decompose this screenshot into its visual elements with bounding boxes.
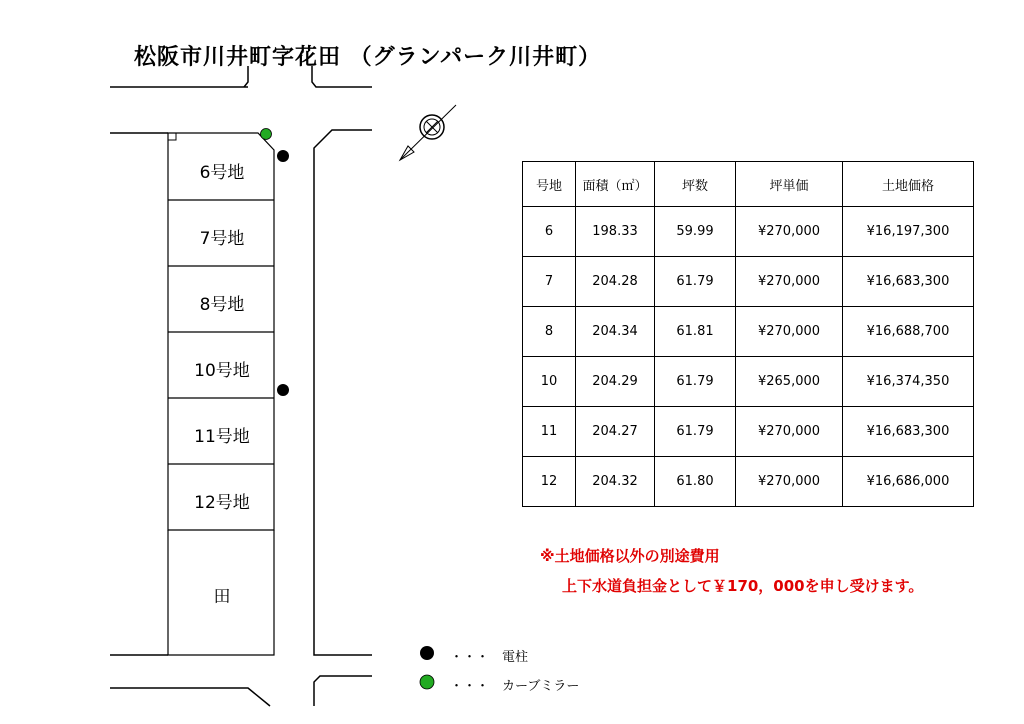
- cell-tsubo: 61.81: [655, 307, 736, 357]
- cell-area: 204.32: [576, 457, 655, 507]
- lot-label-6: 6号地: [199, 163, 245, 183]
- cell-tsubo: 61.79: [655, 357, 736, 407]
- cell-tsubo: 61.80: [655, 457, 736, 507]
- cell-unit-price: ¥270,000: [736, 207, 843, 257]
- cell-land-price: ¥16,683,300: [843, 257, 974, 307]
- cell-land-price: ¥16,686,000: [843, 457, 974, 507]
- lot-label-11: 11号地: [194, 427, 250, 447]
- legend-mirror-marker: [420, 675, 434, 689]
- cell-area: 204.34: [576, 307, 655, 357]
- cell-lot: 10: [523, 357, 576, 407]
- col-header-land-price: 土地価格: [843, 162, 974, 207]
- col-header-tsubo: 坪数: [655, 162, 736, 207]
- col-header-lot: 号地: [523, 162, 576, 207]
- cell-unit-price: ¥270,000: [736, 457, 843, 507]
- cell-area: 198.33: [576, 207, 655, 257]
- road-edge: [312, 66, 372, 87]
- cell-lot: 6: [523, 207, 576, 257]
- cell-land-price: ¥16,683,300: [843, 407, 974, 457]
- boundary-marker: [168, 133, 176, 140]
- cell-tsubo: 61.79: [655, 407, 736, 457]
- table-header-row: [523, 162, 974, 207]
- table-row: [523, 307, 974, 357]
- north-arrow-icon: [400, 105, 456, 160]
- cell-land-price: ¥16,197,300: [843, 207, 974, 257]
- cell-unit-price: ¥270,000: [736, 257, 843, 307]
- lot-label-12: 12号地: [194, 493, 250, 513]
- table-row: [523, 207, 974, 257]
- cell-area: 204.29: [576, 357, 655, 407]
- page-title: 松阪市川井町字花田 （グランパーク川井町）: [134, 45, 602, 70]
- col-header-unit-price: 坪単価: [736, 162, 843, 207]
- table-row: [523, 357, 974, 407]
- legend-pole-marker: [420, 646, 434, 660]
- cell-lot: 8: [523, 307, 576, 357]
- table-row: [523, 257, 974, 307]
- cell-tsubo: 59.99: [655, 207, 736, 257]
- road-edge: [110, 688, 270, 706]
- extra-cost-note-detail: 上下水道負担金として￥170，000を申し受けます。: [562, 577, 924, 595]
- road-edge: [314, 676, 372, 706]
- curve-mirror-marker: [261, 129, 272, 140]
- legend-pole-label: ・・・ 電柱: [450, 650, 529, 665]
- road-edge: [244, 66, 248, 87]
- cell-tsubo: 61.79: [655, 257, 736, 307]
- cell-area: 204.27: [576, 407, 655, 457]
- cell-land-price: ¥16,688,700: [843, 307, 974, 357]
- utility-pole-marker: [277, 384, 289, 396]
- extra-cost-note-heading: ※土地価格以外の別途費用: [540, 547, 720, 565]
- lot-label-10: 10号地: [194, 361, 250, 381]
- cell-lot: 7: [523, 257, 576, 307]
- legend-mirror-label: ・・・ カーブミラー: [450, 679, 580, 694]
- cell-lot: 12: [523, 457, 576, 507]
- lot-label-7: 7号地: [199, 229, 245, 249]
- cell-area: 204.28: [576, 257, 655, 307]
- cell-land-price: ¥16,374,350: [843, 357, 974, 407]
- lot-label-rice-field: 田: [213, 587, 231, 607]
- price-table: [522, 161, 974, 507]
- road-edge: [314, 130, 372, 655]
- cell-lot: 11: [523, 407, 576, 457]
- lot-label-8: 8号地: [199, 295, 245, 315]
- cell-unit-price: ¥270,000: [736, 407, 843, 457]
- table-row: [523, 407, 974, 457]
- col-header-area: 面積（㎡）: [576, 162, 655, 207]
- utility-pole-marker: [277, 150, 289, 162]
- table-row: [523, 457, 974, 507]
- cell-unit-price: ¥270,000: [736, 307, 843, 357]
- cell-unit-price: ¥265,000: [736, 357, 843, 407]
